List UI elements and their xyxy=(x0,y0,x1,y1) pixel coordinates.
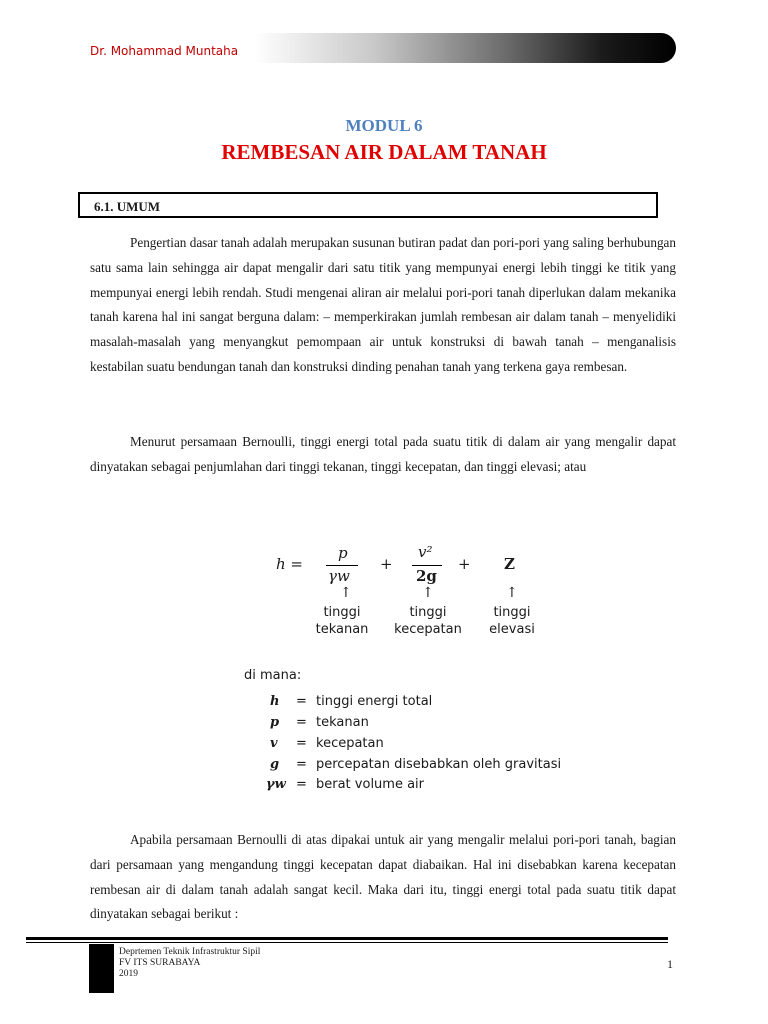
footer-institution: Deprtemen Teknik Infrastruktur Sipil FV ITS SURABAYA 2019 xyxy=(119,947,261,979)
header-author: Dr. Mohammad Muntaha xyxy=(90,44,239,58)
footer-divider xyxy=(26,942,668,943)
formula-term1-denominator: γw xyxy=(328,567,350,585)
formula-term2-denominator: 2g xyxy=(416,567,437,585)
paragraph-text: Menurut persamaan Bernoulli, tinggi energi total pada suatu titik di dalam air yang mengalir dapat dinyatakan sebagai penjumlahan dari tinggi tekanan, tinggi kecepatan, dan tinggi elevasi; atau xyxy=(90,434,676,474)
formula-lhs: h = xyxy=(276,555,303,573)
fraction-line xyxy=(326,565,358,566)
section-heading: 6.1. UMUM xyxy=(94,199,161,214)
section-heading-box xyxy=(78,192,658,218)
definitions-heading: di mana: xyxy=(244,668,302,683)
formula-term3: Z xyxy=(504,555,515,573)
footer-black-block xyxy=(89,944,114,993)
formula-plus: + xyxy=(380,555,393,573)
paragraph-text: Pengertian dasar tanah adalah merupakan susunan butiran padat dan pori-pori yang saling berhubungan satu sama lain sehingga air dapat mengalir dari satu titik yang mempunyai energi lebih tinggi ke titik yang mempunyai energi lebih rendah. Studi mengenai aliran air melalui pori-pori tanah diperlukan dalam mekanika tanah karena hal ini sangat berguna dalam: – memperkirakan jumlah rembesan air dalam tanah – menyelidiki masalah-masalah yang menyangkut pemompaan air untuk konstruksi di bawah tanah – menganalisis kestabilan suatu bendungan tanah dan konstruksi dinding penahan tanah yang terkena gaya rembesan. xyxy=(90,235,676,374)
page-number: 1 xyxy=(667,957,673,971)
page-title: REMBESAN AIR DALAM TANAH xyxy=(221,140,547,164)
formula-label-velocity: tinggi kecepatan xyxy=(394,605,462,637)
up-arrow-icon: ↑ xyxy=(422,585,434,601)
up-arrow-icon: ↑ xyxy=(506,585,518,601)
fraction-line xyxy=(412,565,442,566)
formula-term1-numerator: p xyxy=(338,544,348,562)
up-arrow-icon: ↑ xyxy=(340,585,352,601)
formula-term2-numerator: v² xyxy=(418,543,433,561)
paragraph-1 xyxy=(90,231,676,380)
formula-label-pressure: tinggi tekanan xyxy=(315,605,369,637)
paragraph-text: Apabila persamaan Bernoulli di atas dipakai untuk air yang mengalir melalui pori-pori tanah, bagian dari persamaan yang mengandung tinggi kecepatan dapat diabaikan. Hal ini disebabkan karena kecepatan rembesan air di dalam tanah adalah sangat kecil. Maka dari itu, tinggi energi total pada suatu titik dapat dinyatakan sebagai berikut : xyxy=(90,832,676,922)
module-title: MODUL 6 xyxy=(345,116,423,135)
footer-divider xyxy=(26,937,668,940)
formula-plus: + xyxy=(458,555,471,573)
paragraph-2 xyxy=(90,430,676,480)
paragraph-3 xyxy=(90,828,676,927)
formula-label-elevation: tinggi elevasi xyxy=(489,605,535,637)
